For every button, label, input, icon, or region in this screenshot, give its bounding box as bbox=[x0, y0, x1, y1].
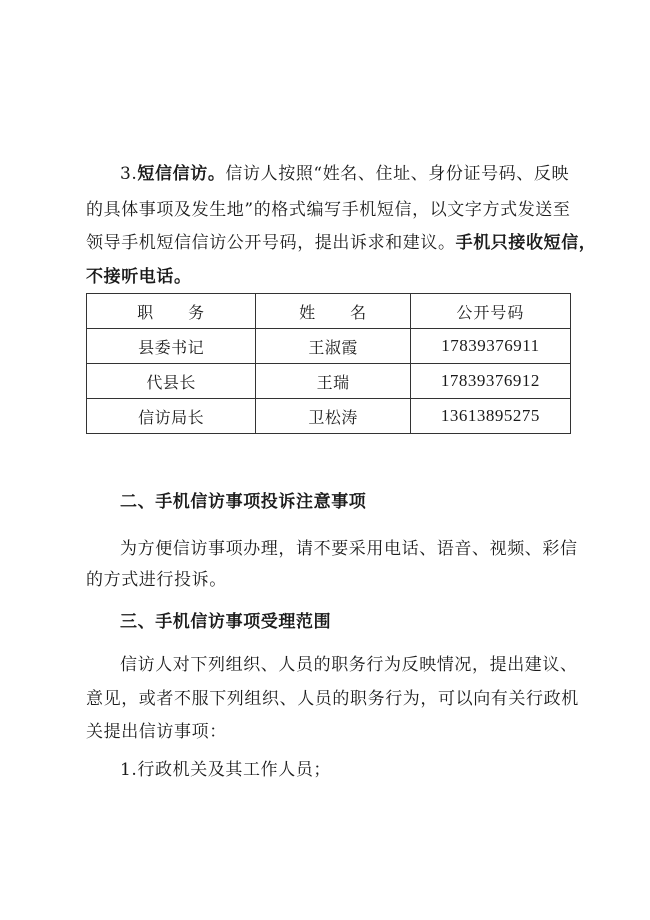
section-3-paragraph-line-2: 意见，或者不服下列组织、人员的职务行为，可以向有关行政机 bbox=[86, 689, 579, 709]
table-row bbox=[87, 329, 571, 364]
table-row bbox=[87, 364, 571, 399]
cell-position: 信访局长 bbox=[87, 399, 256, 434]
section-3-list-item-1: 1.行政机关及其工作人员； bbox=[120, 760, 332, 780]
table-header-row bbox=[87, 294, 571, 329]
section-3-paragraph-line-1: 信访人对下列组织、人员的职务行为反映情况，提出建议、 bbox=[120, 655, 578, 675]
cell-position: 代县长 bbox=[87, 364, 256, 399]
sms-notice-bold: 手机只接收短信， bbox=[455, 233, 597, 253]
section-2-heading: 二、手机信访事项投诉注意事项 bbox=[120, 492, 367, 512]
section-2-paragraph-line-1: 为方便信访事项办理，请不要采用电话、语音、视频、彩信 bbox=[120, 539, 578, 559]
sms-paragraph-line-1 bbox=[120, 163, 569, 185]
section-3-paragraph-line-3: 关提出信访事项： bbox=[86, 722, 227, 742]
section-3-heading: 三、手机信访事项受理范围 bbox=[120, 612, 332, 632]
contact-table bbox=[86, 293, 571, 434]
sms-item-number: 3. bbox=[120, 164, 138, 184]
sms-notice-bold-line: 不接听电话。 bbox=[86, 267, 192, 287]
table-header-name: 姓 名 bbox=[256, 294, 411, 329]
cell-phone: 13613895275 bbox=[410, 399, 570, 434]
cell-name: 卫松涛 bbox=[256, 399, 411, 434]
cell-name: 王瑞 bbox=[256, 364, 411, 399]
sms-item-text: 信访人按照“姓名、住址、身份证号码、反映 bbox=[225, 164, 570, 184]
table-header-phone: 公开号码 bbox=[410, 294, 570, 329]
section-2-paragraph-line-2: 的方式进行投诉。 bbox=[86, 570, 227, 590]
cell-phone: 17839376911 bbox=[410, 329, 570, 364]
sms-item-title: 短信信访。 bbox=[137, 164, 226, 184]
table-header-position: 职 务 bbox=[87, 294, 256, 329]
sms-paragraph-text: 领导手机短信信访公开号码，提出诉求和建议。 bbox=[86, 233, 456, 253]
sms-paragraph-line-3 bbox=[86, 232, 596, 254]
cell-name: 王淑霞 bbox=[256, 329, 411, 364]
cell-phone: 17839376912 bbox=[410, 364, 570, 399]
table-row bbox=[87, 399, 571, 434]
sms-paragraph-line-2: 的具体事项及发生地”的格式编写手机短信，以文字方式发送至 bbox=[86, 200, 571, 220]
cell-position: 县委书记 bbox=[87, 329, 256, 364]
